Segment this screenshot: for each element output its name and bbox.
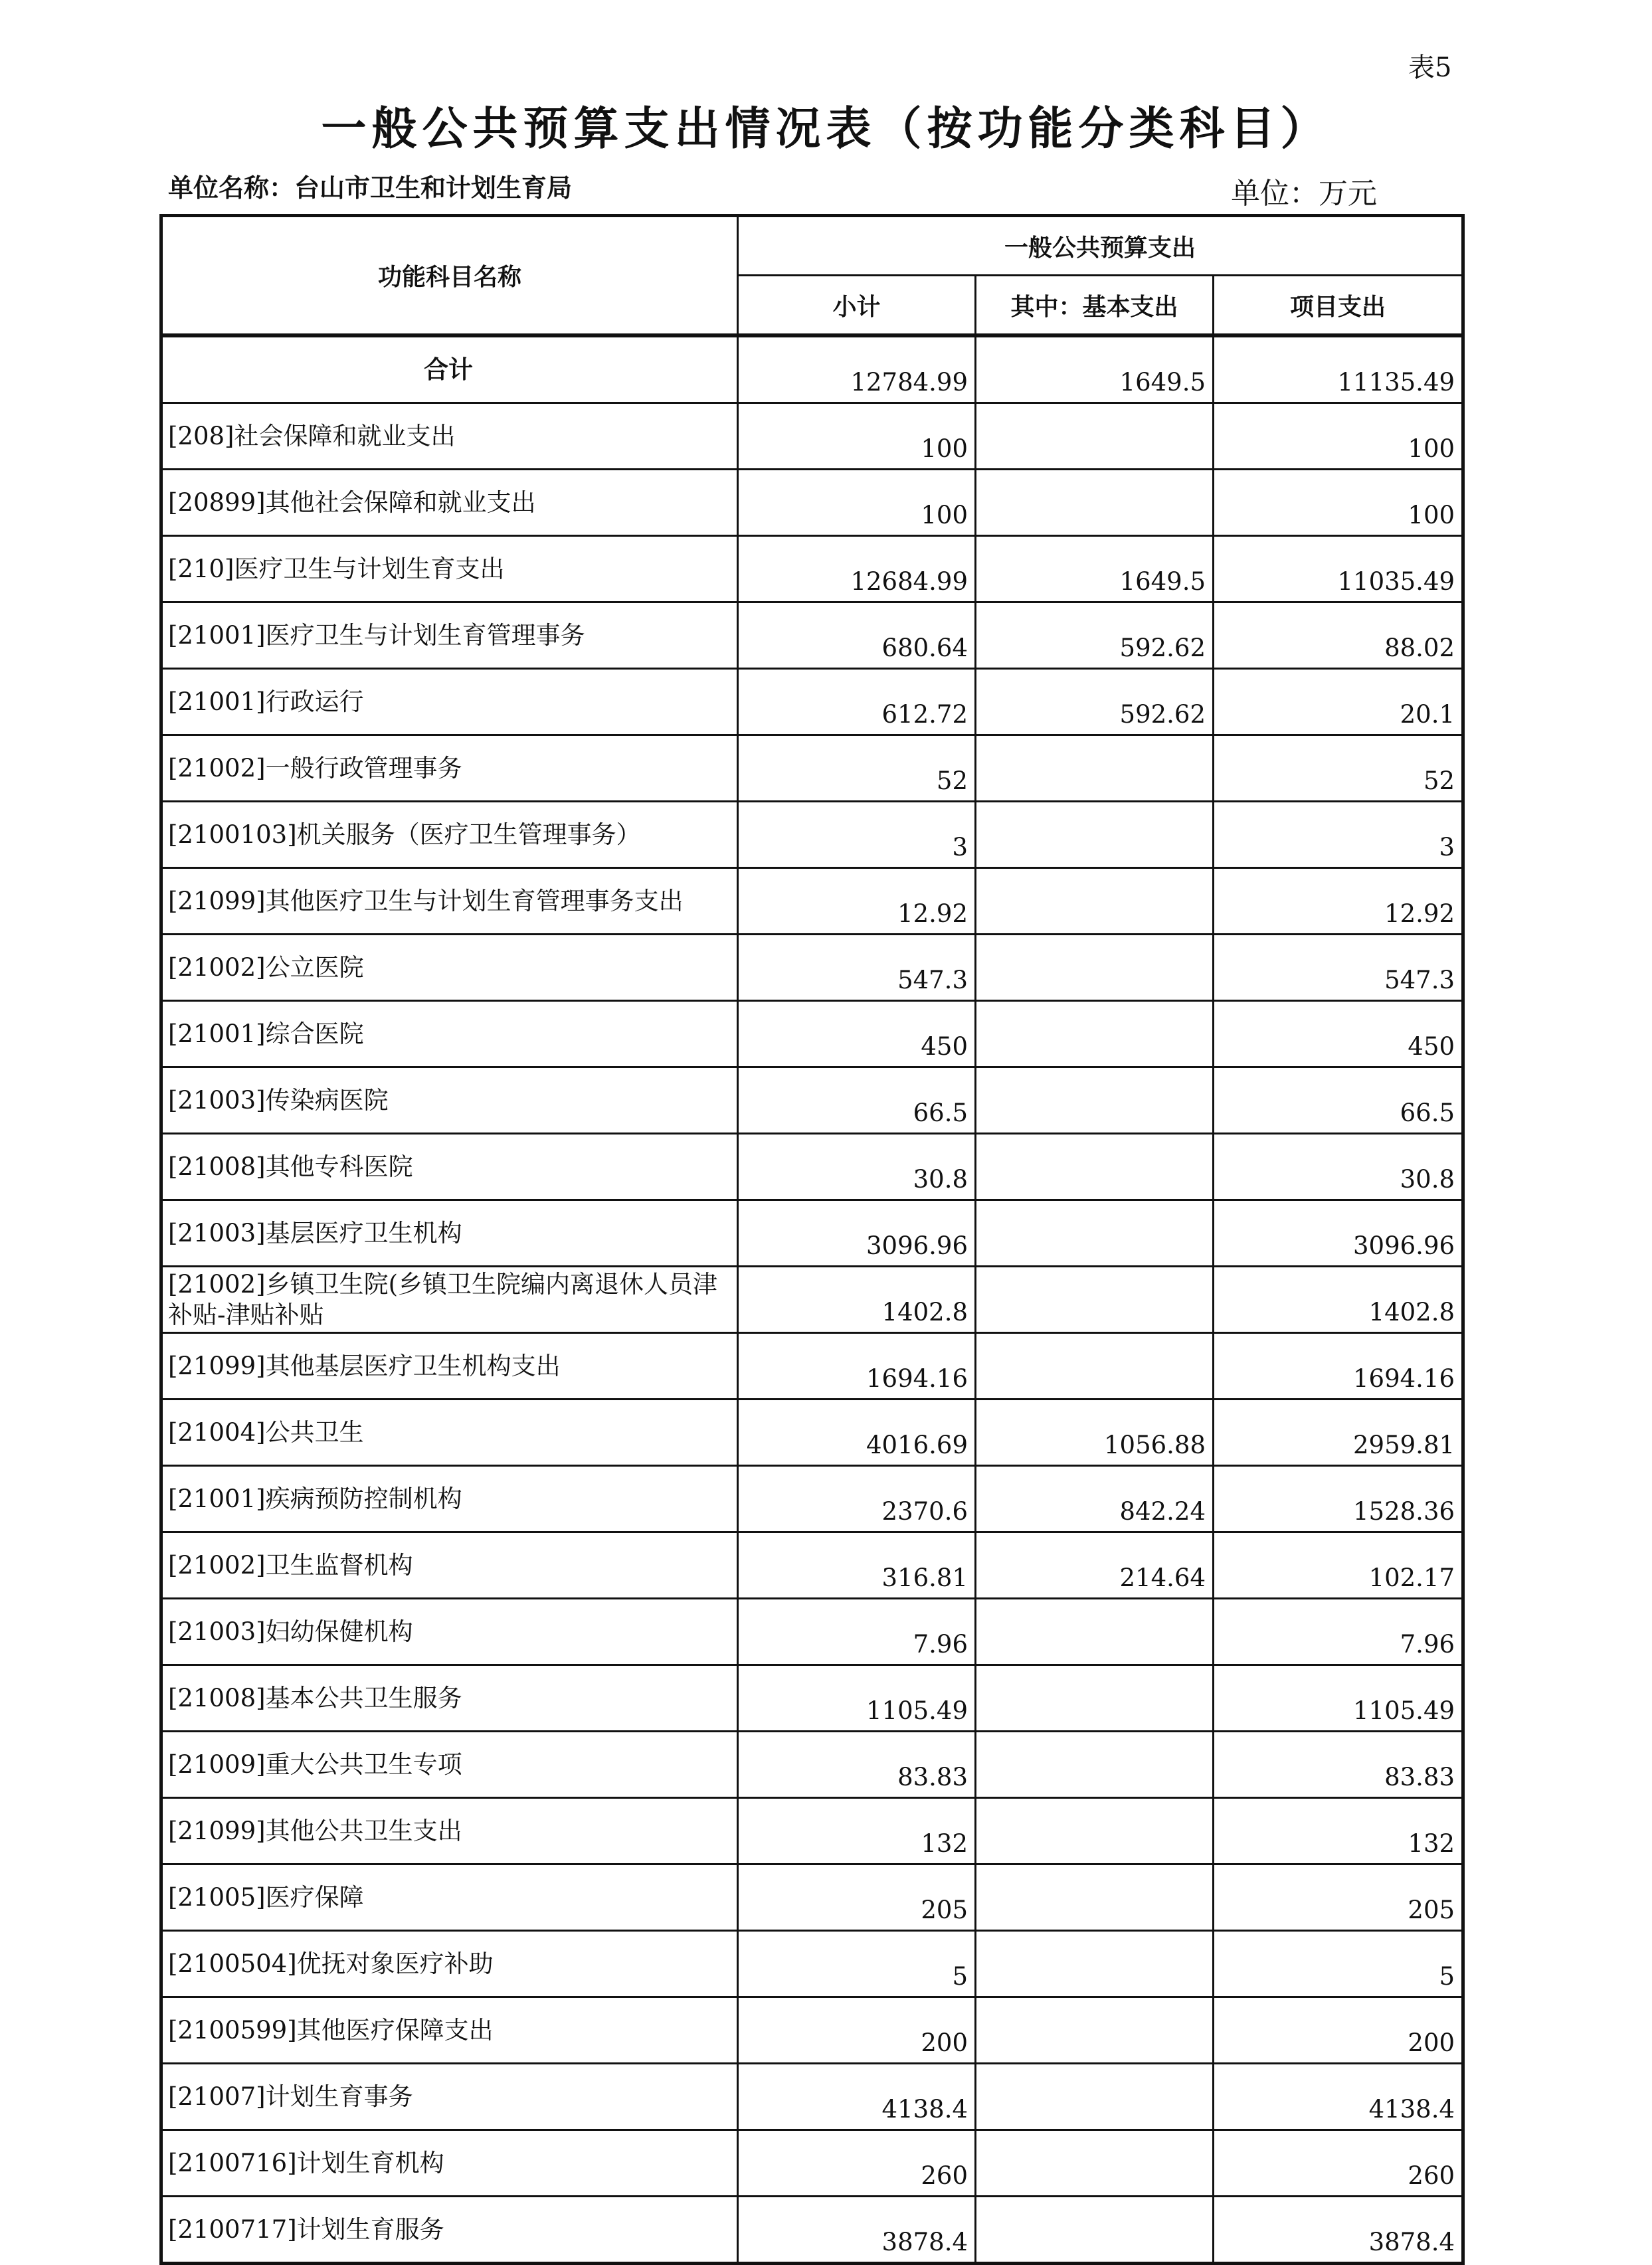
cell-basic (976, 1267, 1214, 1333)
table-body (161, 335, 1463, 2264)
cell-basic (976, 1931, 1214, 1997)
table-row (161, 1665, 1463, 1732)
cell-name: [21008]其他专科医院 (161, 1134, 738, 1200)
cell-project: 100 (1214, 470, 1463, 536)
cell-subtotal: 100 (738, 470, 976, 536)
table-row (161, 1333, 1463, 1400)
cell-name: [208]社会保障和就业支出 (161, 403, 738, 470)
column-header-project: 项目支出 (1214, 276, 1463, 336)
table-row (161, 1864, 1463, 1931)
cell-basic (976, 1200, 1214, 1267)
cell-name: [21001]医疗卫生与计划生育管理事务 (161, 602, 738, 669)
cell-basic (976, 470, 1214, 536)
table-row (161, 1466, 1463, 1532)
cell-subtotal: 100 (738, 403, 976, 470)
cell-subtotal: 3096.96 (738, 1200, 976, 1267)
cell-name: [21005]医疗保障 (161, 1864, 738, 1931)
cell-subtotal: 132 (738, 1798, 976, 1864)
cell-subtotal: 4016.69 (738, 1400, 976, 1466)
cell-subtotal: 12784.99 (738, 335, 976, 403)
table-row (161, 1798, 1463, 1864)
cell-project: 66.5 (1214, 1067, 1463, 1134)
cell-project: 20.1 (1214, 669, 1463, 735)
cell-name: [210]医疗卫生与计划生育支出 (161, 536, 738, 602)
cell-basic (976, 403, 1214, 470)
table-row (161, 802, 1463, 868)
cell-project: 3096.96 (1214, 1200, 1463, 1267)
cell-basic (976, 802, 1214, 868)
table-row (161, 403, 1463, 470)
cell-basic (976, 1997, 1214, 2064)
cell-subtotal: 316.81 (738, 1532, 976, 1599)
table-row (161, 735, 1463, 802)
cell-project: 52 (1214, 735, 1463, 802)
cell-project: 132 (1214, 1798, 1463, 1864)
cell-project: 1694.16 (1214, 1333, 1463, 1400)
cell-subtotal: 2370.6 (738, 1466, 976, 1532)
cell-project: 12.92 (1214, 868, 1463, 935)
cell-name: [21003]基层医疗卫生机构 (161, 1200, 738, 1267)
cell-basic (976, 2130, 1214, 2197)
table-row (161, 1997, 1463, 2064)
cell-project: 1528.36 (1214, 1466, 1463, 1532)
cell-name: [2100504]优抚对象医疗补助 (161, 1931, 738, 1997)
cell-basic: 1649.5 (976, 335, 1214, 403)
cell-basic (976, 1665, 1214, 1732)
cell-subtotal: 4138.4 (738, 2064, 976, 2130)
cell-name: [20899]其他社会保障和就业支出 (161, 470, 738, 536)
table-row (161, 1001, 1463, 1067)
table-row (161, 1267, 1463, 1333)
cell-subtotal: 450 (738, 1001, 976, 1067)
table-row (161, 602, 1463, 669)
table-row (161, 868, 1463, 935)
table-row (161, 1732, 1463, 1798)
column-header-name: 功能科目名称 (161, 216, 738, 336)
currency-unit: 单位：万元 (1231, 177, 1377, 211)
cell-subtotal: 1105.49 (738, 1665, 976, 1732)
cell-subtotal: 547.3 (738, 935, 976, 1001)
cell-name: [21004]公共卫生 (161, 1400, 738, 1466)
cell-basic (976, 2064, 1214, 2130)
cell-name: [21001]疾病预防控制机构 (161, 1466, 738, 1532)
cell-project: 2959.81 (1214, 1400, 1463, 1466)
cell-name: [21008]基本公共卫生服务 (161, 1665, 738, 1732)
cell-subtotal: 12684.99 (738, 536, 976, 602)
cell-name: [21009]重大公共卫生专项 (161, 1732, 738, 1798)
cell-subtotal: 1694.16 (738, 1333, 976, 1400)
table-row (161, 1200, 1463, 1267)
cell-subtotal: 612.72 (738, 669, 976, 735)
cell-name: [21099]其他医疗卫生与计划生育管理事务支出 (161, 868, 738, 935)
table-row (161, 1400, 1463, 1466)
cell-project: 4138.4 (1214, 2064, 1463, 2130)
cell-name: [21001]综合医院 (161, 1001, 738, 1067)
cell-project: 5 (1214, 1931, 1463, 1997)
cell-name: [2100103]机关服务（医疗卫生管理事务） (161, 802, 738, 868)
table-row (161, 1931, 1463, 1997)
cell-basic: 842.24 (976, 1466, 1214, 1532)
cell-project: 3 (1214, 802, 1463, 868)
budget-expenditure-table (159, 214, 1465, 2265)
cell-subtotal: 5 (738, 1931, 976, 1997)
cell-basic (976, 1067, 1214, 1134)
table-row (161, 1599, 1463, 1665)
table-row (161, 2130, 1463, 2197)
table-row (161, 470, 1463, 536)
cell-project: 1402.8 (1214, 1267, 1463, 1333)
cell-basic (976, 1798, 1214, 1864)
cell-basic: 1649.5 (976, 536, 1214, 602)
cell-basic (976, 1732, 1214, 1798)
cell-project: 11035.49 (1214, 536, 1463, 602)
cell-project: 547.3 (1214, 935, 1463, 1001)
table-row (161, 2064, 1463, 2130)
cell-subtotal: 205 (738, 1864, 976, 1931)
cell-subtotal: 7.96 (738, 1599, 976, 1665)
page-title: 一般公共预算支出情况表（按功能分类科目） (321, 103, 1331, 155)
cell-project: 30.8 (1214, 1134, 1463, 1200)
table-row (161, 935, 1463, 1001)
cell-name: 合计 (161, 335, 738, 403)
cell-subtotal: 200 (738, 1997, 976, 2064)
cell-basic (976, 1599, 1214, 1665)
cell-basic: 592.62 (976, 669, 1214, 735)
cell-basic (976, 1001, 1214, 1067)
table-row (161, 536, 1463, 602)
cell-basic (976, 935, 1214, 1001)
cell-name: [21002]卫生监督机构 (161, 1532, 738, 1599)
cell-name: [21002]乡镇卫生院(乡镇卫生院编内离退休人员津补贴-津贴补贴 (161, 1267, 738, 1333)
table-row (161, 1532, 1463, 1599)
cell-project: 200 (1214, 1997, 1463, 2064)
cell-name: [21002]公立医院 (161, 935, 738, 1001)
cell-basic (976, 2197, 1214, 2264)
cell-subtotal: 260 (738, 2130, 976, 2197)
cell-name: [2100716]计划生育机构 (161, 2130, 738, 2197)
cell-name: [21001]行政运行 (161, 669, 738, 735)
cell-subtotal: 3 (738, 802, 976, 868)
cell-basic (976, 1134, 1214, 1200)
cell-basic: 1056.88 (976, 1400, 1214, 1466)
cell-basic: 214.64 (976, 1532, 1214, 1599)
cell-subtotal: 680.64 (738, 602, 976, 669)
cell-project: 7.96 (1214, 1599, 1463, 1665)
cell-basic: 592.62 (976, 602, 1214, 669)
cell-project: 11135.49 (1214, 335, 1463, 403)
column-header-subtotal: 小计 (738, 276, 976, 336)
cell-subtotal: 52 (738, 735, 976, 802)
cell-project: 1105.49 (1214, 1665, 1463, 1732)
cell-basic (976, 1864, 1214, 1931)
cell-name: [21003]传染病医院 (161, 1067, 738, 1134)
cell-name: [21002]一般行政管理事务 (161, 735, 738, 802)
cell-project: 260 (1214, 2130, 1463, 2197)
table-number: 表5 (1408, 52, 1452, 83)
cell-project: 88.02 (1214, 602, 1463, 669)
cell-subtotal: 1402.8 (738, 1267, 976, 1333)
cell-basic (976, 868, 1214, 935)
cell-name: [2100717]计划生育服务 (161, 2197, 738, 2264)
unit-name: 单位名称：台山市卫生和计划生育局 (168, 173, 573, 203)
table-row (161, 1134, 1463, 1200)
cell-basic (976, 1333, 1214, 1400)
cell-name: [21007]计划生育事务 (161, 2064, 738, 2130)
column-group-header: 一般公共预算支出 (738, 216, 1463, 276)
cell-project: 102.17 (1214, 1532, 1463, 1599)
table-row (161, 1067, 1463, 1134)
cell-subtotal: 3878.4 (738, 2197, 976, 2264)
cell-name: [21003]妇幼保健机构 (161, 1599, 738, 1665)
cell-subtotal: 30.8 (738, 1134, 976, 1200)
table-row (161, 2197, 1463, 2264)
cell-project: 83.83 (1214, 1732, 1463, 1798)
cell-project: 100 (1214, 403, 1463, 470)
cell-subtotal: 83.83 (738, 1732, 976, 1798)
cell-subtotal: 12.92 (738, 868, 976, 935)
cell-project: 205 (1214, 1864, 1463, 1931)
cell-project: 450 (1214, 1001, 1463, 1067)
column-header-basic: 其中：基本支出 (976, 276, 1214, 336)
total-row (161, 335, 1463, 403)
cell-subtotal: 66.5 (738, 1067, 976, 1134)
cell-name: [2100599]其他医疗保障支出 (161, 1997, 738, 2064)
cell-project: 3878.4 (1214, 2197, 1463, 2264)
cell-name: [21099]其他基层医疗卫生机构支出 (161, 1333, 738, 1400)
cell-basic (976, 735, 1214, 802)
cell-name: [21099]其他公共卫生支出 (161, 1798, 738, 1864)
table-row (161, 669, 1463, 735)
